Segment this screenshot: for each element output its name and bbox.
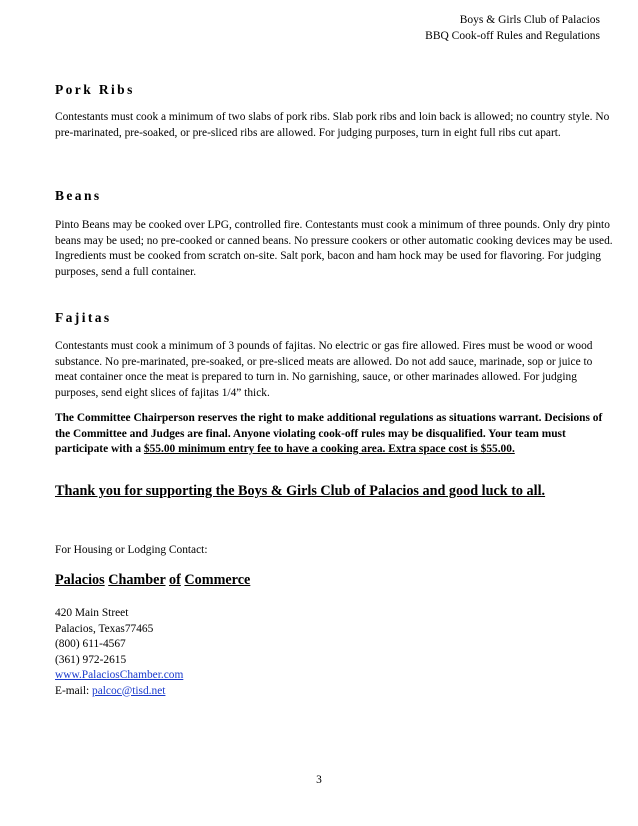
street-address: 420 Main Street [55,607,129,619]
header-document-title: BBQ Cook-off Rules and Regulations [425,30,600,42]
city-state-zip: Palacios, Texas77465 [55,622,154,635]
phone-1: (800) 611-4567 [55,638,126,650]
org-word-1: Palacios [55,572,105,588]
committee-rules-text: The Committee Chairperson reserves the right to make additional regulations as situations warrant. Decisions of the Committee and Judges are final. Anyone violating cook-off rules may be disqualified. Your team must participate with a [55,412,603,455]
org-word-2: Chamber [108,572,166,588]
email-line [55,684,183,700]
section-title-pork-ribs: Pork Ribs [55,82,135,97]
email-label: E-mail: [55,684,93,697]
org-word-4: Commerce [184,572,251,588]
entry-fee-text: $55.00 minimum entry fee to have a cooking area. Extra space cost is $55.00. [143,443,515,455]
document-header [425,12,600,44]
thank-you-message: Thank you for supporting the Boys & Girls Club of Palacios and good luck to all. [55,483,546,499]
phone-2: (361) 972-2615 [55,653,127,666]
section-body-beans: Pinto Beans may be cooked over LPG, controlled fire. Contestants must cook a minimum of three pounds. Only dry pinto beans may be used; no pre-cooked or canned beans. No pressure cookers or other automatic cooking devices may be used. Ingredients must be cooked from scratch on-site. Salt pork, bacon and ham hock may be used for flavoring. For judging purposes, send a full container. [55,219,613,278]
website-link[interactable]: www.PalaciosChamber.com [55,669,184,681]
contact-address-block [55,606,183,699]
page-number: 3 [316,774,322,786]
section-body-pork-ribs: Contestants must cook a minimum of two slabs of pork ribs. Slab pork ribs and loin back is allowed; no country style. No pre-marinated, pre-soaked, or pre-sliced ribs are allowed. For judging purposes, turn in eight full ribs cut apart. [55,111,610,139]
contact-label: For Housing or Lodging Contact: [55,544,208,556]
email-link[interactable]: palcoc@tisd.net [92,684,166,697]
header-organization: Boys & Girls Club of Palacios [459,14,600,26]
organization-name [55,572,250,589]
section-title-fajitas: Fajitas [55,310,112,325]
committee-rules [55,411,620,458]
org-word-3: of [169,572,181,588]
section-title-beans: Beans [55,188,102,203]
section-body-fajitas: Contestants must cook a minimum of 3 pounds of fajitas. No electric or gas fire allowed. Fires must be wood or wood substance. No pre-marinated, pre-soaked, or pre-sliced meats are allowed. Do not add sauce, marinade, sop or juice to meat container once the meat is prepared to turn in. No garnishing, sauce, or other marinades allowed. For judging purposes, send eight slices of fajitas 1/4” thick. [55,340,593,399]
